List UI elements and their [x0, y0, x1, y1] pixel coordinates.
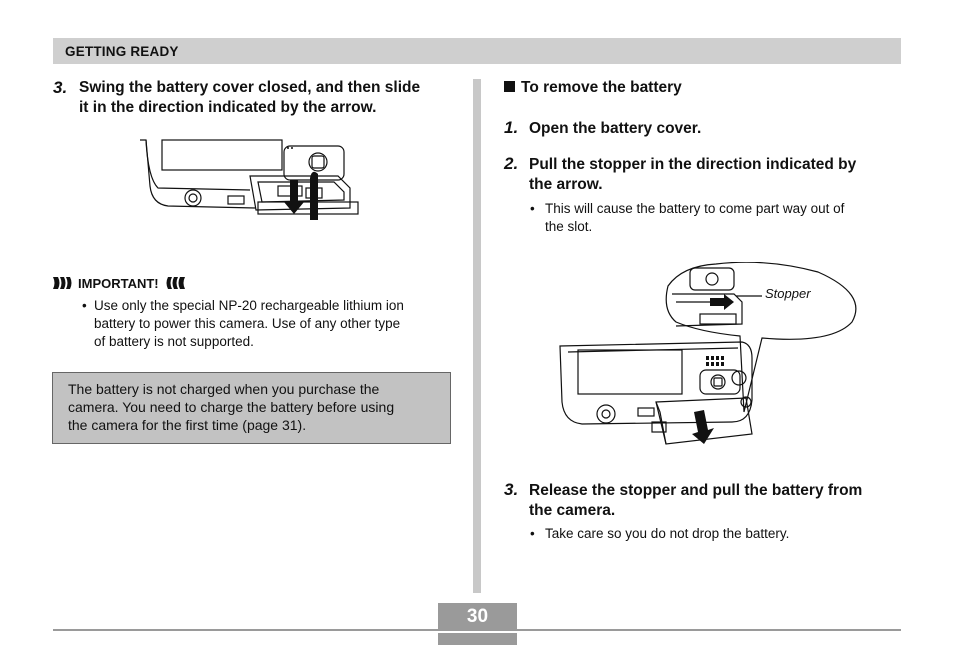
right-step3-text-line2: the camera. [529, 502, 616, 519]
right-step2-text-line1: Pull the stopper in the direction indicated by [529, 156, 857, 173]
right-step3-number: 3. [504, 480, 519, 499]
stopper-callout-label: Stopper [765, 286, 811, 301]
section-header [53, 38, 901, 64]
column-divider [473, 79, 481, 593]
important-bullet-line1: Use only the special NP-20 rechargeable lithium ion [94, 298, 404, 313]
right-step3-text-line1: Release the stopper and pull the battery from [529, 482, 863, 499]
right-step2-bullet [530, 200, 845, 236]
important-right-marks-icon [164, 277, 185, 289]
note-line3: the camera for the first time (page 31). [68, 417, 307, 433]
page-number-badge [438, 603, 517, 645]
right-step2-bullet-line2: the slot. [545, 219, 593, 234]
right-step2-bullet-line1: This will cause the battery to come part way out of [545, 201, 845, 216]
battery-removal-illustration [556, 262, 862, 452]
important-bullet-line2: battery to power this camera. Use of any other type [94, 316, 401, 331]
important-bullet-line3: of battery is not supported. [94, 334, 254, 349]
left-step3-text-line1: Swing the battery cover closed, and then slide [79, 79, 421, 96]
note-line1: The battery is not charged when you purchase the [68, 381, 380, 397]
right-step3-bullet [530, 525, 790, 543]
left-step3-number: 3. [53, 78, 68, 97]
bullet-dot: • [530, 201, 535, 216]
bullet-dot: • [530, 526, 535, 541]
square-bullet-icon [504, 81, 515, 92]
important-left-marks-icon [53, 277, 74, 289]
right-step2-text-line2: the arrow. [529, 176, 603, 193]
section-title: GETTING READY [65, 44, 179, 59]
important-label-row [53, 275, 185, 291]
battery-cover-close-illustration [138, 138, 362, 224]
left-step3-text-line2: it in the direction indicated by the arrow. [79, 99, 377, 116]
remove-battery-heading [504, 78, 682, 98]
note-line2: camera. You need to charge the battery before using [68, 399, 395, 415]
bullet-dot: • [82, 298, 87, 313]
important-bullet [82, 297, 404, 351]
important-label: IMPORTANT! [78, 275, 159, 291]
remove-battery-heading-text: To remove the battery [521, 79, 682, 96]
right-step2-number: 2. [504, 154, 519, 173]
page-number-badge-bottom [438, 633, 517, 645]
right-step1-text: Open the battery cover. [529, 120, 702, 137]
page-number: 30 [466, 606, 489, 627]
charging-note-box [52, 372, 451, 444]
right-step1-number: 1. [504, 118, 519, 137]
right-step3-bullet-line1: Take care so you do not drop the battery. [545, 526, 790, 541]
